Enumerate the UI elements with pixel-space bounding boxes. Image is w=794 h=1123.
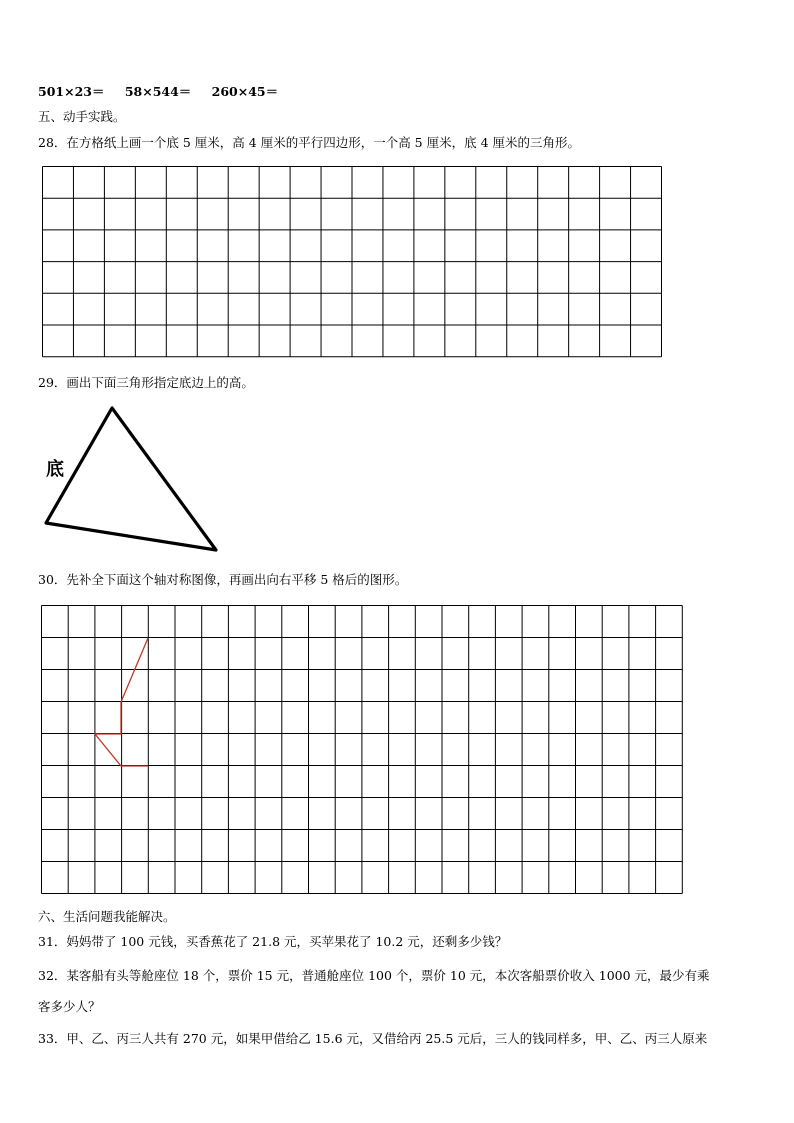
question-31: 31．妈妈带了 100 元钱，买香蕉花了 21.8 元，买苹果花了 10.2 元，还剩多少钱？ bbox=[38, 934, 508, 949]
question-33: 33．甲、乙、丙三人共有 270 元，如果甲借给乙 15.6 元，又借给丙 25.5 元后，三人的钱同样多，甲、乙、丙三人原来 bbox=[38, 1031, 708, 1046]
q28-grid bbox=[40, 165, 664, 360]
question-32-line-1: 32．某客船有头等舱座位 18 个，票价 15 元，普通舱座位 100 个，票价 10 元，本次客船票价收入 1000 元，最少有乘 bbox=[38, 968, 710, 983]
q29-triangle-figure bbox=[36, 396, 236, 561]
question-29: 29．画出下面三角形指定底边上的高。 bbox=[38, 375, 254, 390]
calc-item-3: 260×45＝ bbox=[211, 84, 279, 99]
question-28: 28．在方格纸上画一个底 5 厘米，高 4 厘米的平行四边形，一个高 5 厘米，底 4 厘米的三角形。 bbox=[38, 135, 581, 150]
calc-line bbox=[38, 84, 294, 100]
q30-grid bbox=[39, 604, 687, 897]
triangle-shape bbox=[46, 408, 216, 550]
base-label: 底 bbox=[46, 459, 64, 480]
section-6-heading: 六、生活问题我能解决。 bbox=[38, 909, 176, 924]
calc-item-1: 501×23＝ bbox=[38, 84, 105, 99]
section-5-heading: 五、动手实践。 bbox=[38, 109, 126, 124]
calc-item-2: 58×544＝ bbox=[124, 84, 192, 99]
question-32-line-2: 客多少人？ bbox=[38, 999, 101, 1014]
question-30: 30．先补全下面这个轴对称图像，再画出向右平移 5 格后的图形。 bbox=[38, 572, 408, 587]
